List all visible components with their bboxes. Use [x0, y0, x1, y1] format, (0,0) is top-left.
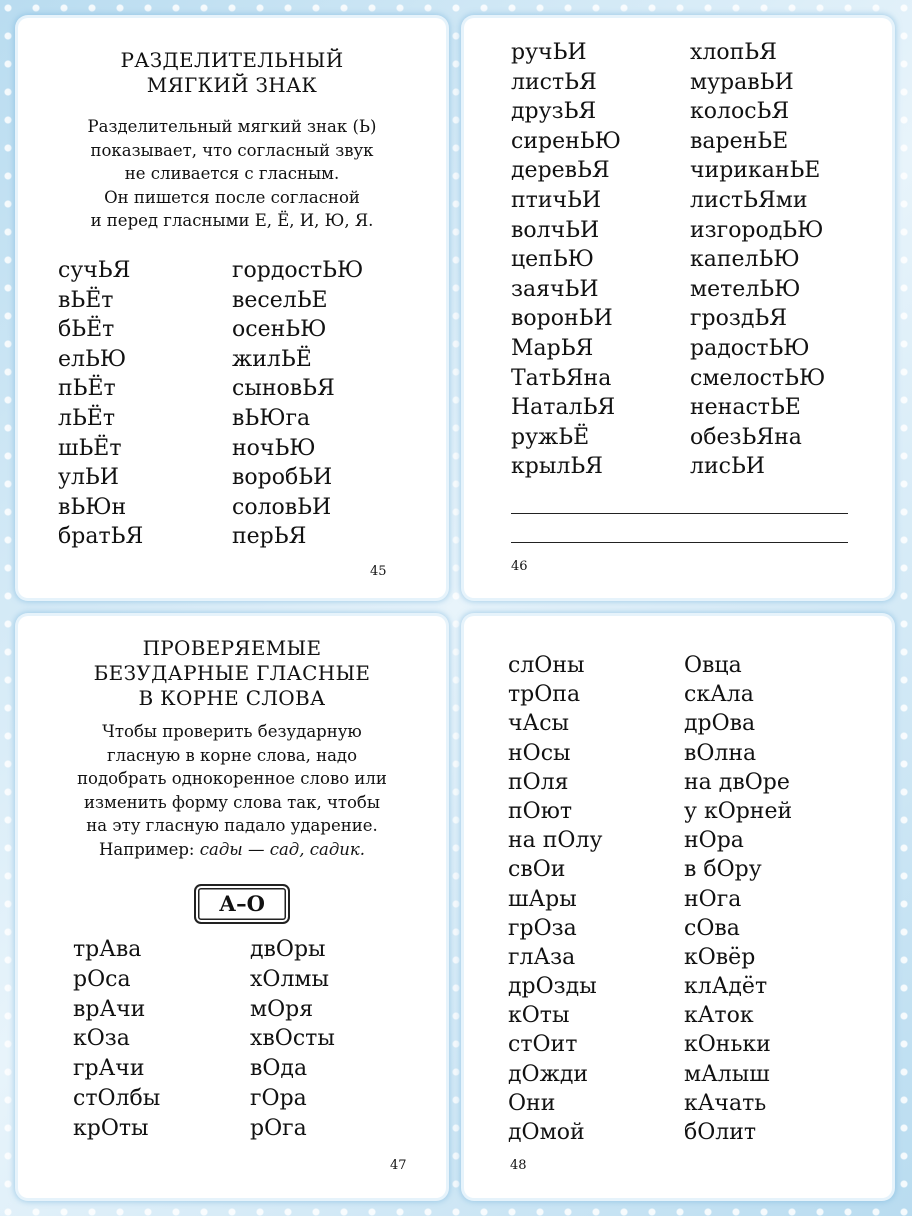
word-item: перЬЯ — [232, 524, 307, 550]
word-item: вЬЮн — [58, 494, 127, 520]
page-number: 47 — [390, 1158, 407, 1173]
word-item: ружЬЁ — [511, 424, 590, 450]
word-item: кОвёр — [684, 944, 756, 970]
word-item: радостЬЮ — [690, 335, 810, 361]
word-item: НаталЬЯ — [511, 395, 616, 421]
word-item: хвОсты — [250, 1026, 335, 1052]
word-item: хОлмы — [250, 966, 330, 992]
word-item: шЬЁт — [58, 435, 122, 461]
word-item: обезЬЯна — [690, 424, 802, 450]
word-item: нОсы — [508, 740, 571, 766]
word-item: птичЬИ — [511, 187, 602, 213]
word-item: дОжди — [508, 1061, 589, 1087]
word-item: кАток — [684, 1003, 754, 1029]
rule-line: подобрать однокоренное слово или — [77, 769, 387, 788]
word-item: улЬИ — [58, 465, 119, 491]
title-line: МЯГКИЙ ЗНАК — [146, 73, 318, 97]
writing-line — [511, 513, 848, 514]
word-item: елЬЮ — [58, 346, 127, 372]
word-item: бЬЁт — [58, 317, 115, 343]
rule-line: Чтобы проверить безударную — [102, 722, 362, 741]
page-number: 46 — [511, 559, 528, 574]
word-item: нОра — [684, 828, 744, 854]
word-item: братЬЯ — [58, 524, 144, 550]
word-item: гроздЬЯ — [690, 306, 787, 332]
word-item: стОит — [508, 1032, 578, 1058]
word-item: на пОлу — [508, 828, 603, 854]
word-item: метелЬЮ — [690, 276, 801, 302]
title-line: ПРОВЕРЯЕМЫЕ — [142, 636, 322, 660]
rule-line: на эту гласную падало ударение. — [86, 816, 378, 835]
word-item: клАдёт — [684, 974, 768, 1000]
word-item: ручЬИ — [511, 40, 587, 65]
page-title — [18, 636, 446, 711]
rule-line: Он пишется после согласной — [104, 187, 360, 207]
rule-line: не сливается с гласным. — [124, 164, 340, 183]
word-column-right — [684, 651, 792, 1147]
word-column-right — [232, 256, 363, 552]
word-item: рОса — [73, 966, 131, 992]
word-item: дрОзды — [508, 974, 597, 1000]
word-item: скАла — [684, 682, 754, 708]
word-item: волчЬИ — [511, 217, 600, 243]
word-item: нОга — [684, 886, 742, 912]
rule-line: Разделительный мягкий знак (Ь) — [87, 117, 377, 136]
word-item: цепЬЮ — [511, 247, 594, 273]
word-item: в бОру — [684, 857, 762, 883]
word-item: осенЬЮ — [232, 317, 327, 343]
word-item: бОлит — [684, 1120, 757, 1145]
word-item: МарЬЯ — [511, 335, 594, 361]
page-number: 45 — [370, 564, 387, 579]
word-item: друзЬЯ — [511, 99, 597, 125]
word-item: хлопЬЯ — [690, 40, 777, 65]
word-item: сыновЬЯ — [232, 376, 335, 402]
writing-line — [511, 542, 848, 543]
word-item: дОмой — [508, 1120, 585, 1145]
word-item: слОны — [508, 653, 585, 678]
word-item: крОты — [73, 1115, 149, 1141]
example-text: сады — сад, садик. — [199, 839, 365, 859]
word-column-left — [73, 935, 160, 1144]
title-line: РАЗДЕЛИТЕЛЬНЫЙ — [120, 48, 344, 72]
word-item: жилЬЁ — [232, 346, 312, 372]
word-item: грОза — [508, 915, 577, 941]
word-item: дрОва — [684, 711, 756, 737]
word-item: гОра — [250, 1085, 307, 1111]
word-item: лЬЁт — [58, 405, 116, 431]
word-item: кАчать — [684, 1090, 767, 1116]
word-item: Они — [508, 1090, 556, 1116]
title-line: В КОРНЕ СЛОВА — [138, 686, 326, 710]
word-item: капелЬЮ — [690, 247, 800, 273]
word-item: у кОрней — [684, 798, 793, 824]
example-label: Например: — [98, 839, 195, 859]
word-item: сиренЬЮ — [511, 128, 621, 154]
rule-line: гласную в корне слова, надо — [106, 745, 358, 765]
word-item: чириканЬЕ — [690, 158, 821, 184]
word-item: смелостЬЮ — [690, 365, 826, 391]
word-item: мАлыш — [684, 1061, 770, 1087]
word-item: крылЬЯ — [511, 454, 603, 480]
word-item: чАсы — [508, 711, 570, 737]
word-item: шАры — [508, 886, 577, 912]
word-item: деревЬЯ — [511, 158, 610, 184]
word-column-left — [511, 38, 621, 482]
page-title — [18, 48, 446, 98]
word-item: воронЬИ — [511, 306, 613, 332]
word-item: колосЬЯ — [690, 99, 790, 125]
word-item: воробЬИ — [232, 465, 333, 491]
word-item: грАчи — [73, 1056, 145, 1082]
word-item: Овца — [684, 653, 742, 678]
word-item: листЬЯ — [511, 69, 597, 95]
word-item: гордостЬЮ — [232, 258, 364, 283]
word-item: вОда — [250, 1056, 308, 1082]
word-item: варенЬЕ — [690, 128, 789, 154]
word-item: сОва — [684, 915, 740, 941]
word-item: вОлна — [684, 740, 757, 766]
word-column-left — [58, 256, 143, 552]
page-46 — [464, 18, 892, 598]
page-48 — [464, 616, 892, 1198]
word-item: ТатЬЯна — [511, 365, 612, 391]
word-item: веселЬЕ — [232, 287, 328, 313]
word-item: кОньки — [684, 1032, 771, 1058]
word-item: пОют — [508, 798, 573, 824]
word-item: сучЬЯ — [58, 258, 131, 283]
vowel-pair-box: А–О — [194, 884, 290, 924]
word-column-right — [690, 38, 825, 482]
word-item: пЬЁт — [58, 376, 116, 402]
word-item: кОза — [73, 1026, 130, 1052]
page-number: 48 — [510, 1158, 527, 1173]
word-item: листЬЯми — [690, 187, 808, 213]
rule-text — [18, 115, 446, 233]
word-item: изгородЬЮ — [690, 217, 824, 243]
word-item: врАчи — [73, 996, 146, 1022]
word-column-right — [250, 935, 335, 1144]
word-item: на двОре — [684, 769, 790, 795]
word-item: мОря — [250, 996, 314, 1022]
rule-line: показывает, что согласный звук — [90, 140, 374, 160]
word-item: ночЬЮ — [232, 435, 316, 461]
rule-line: и перед гласными Е, Ё, И, Ю, Я. — [90, 211, 374, 230]
word-item: муравЬИ — [690, 69, 794, 95]
word-item: вЬЮга — [232, 405, 311, 431]
word-item: вЬЁт — [58, 287, 114, 313]
word-item: лисЬИ — [690, 454, 765, 480]
example-line — [18, 838, 446, 862]
title-line: БЕЗУДАРНЫЕ ГЛАСНЫЕ — [93, 661, 371, 685]
word-item: трАва — [73, 937, 142, 962]
word-item: свОи — [508, 857, 566, 883]
word-item: трОпа — [508, 682, 581, 708]
word-item: заячЬИ — [511, 276, 599, 302]
page-47 — [18, 616, 446, 1198]
word-item: глАза — [508, 944, 576, 970]
word-item: стОлбы — [73, 1085, 161, 1111]
word-column-left — [508, 651, 602, 1147]
word-item: кОты — [508, 1003, 570, 1029]
page-45 — [18, 18, 446, 598]
word-item: соловЬИ — [232, 494, 332, 520]
word-item: двОры — [250, 937, 326, 962]
rule-text — [18, 720, 446, 861]
word-item: рОга — [250, 1115, 307, 1141]
rule-line: изменить форму слова так, чтобы — [84, 792, 380, 812]
word-item: ненастЬЕ — [690, 395, 801, 421]
word-item: пОля — [508, 769, 569, 795]
